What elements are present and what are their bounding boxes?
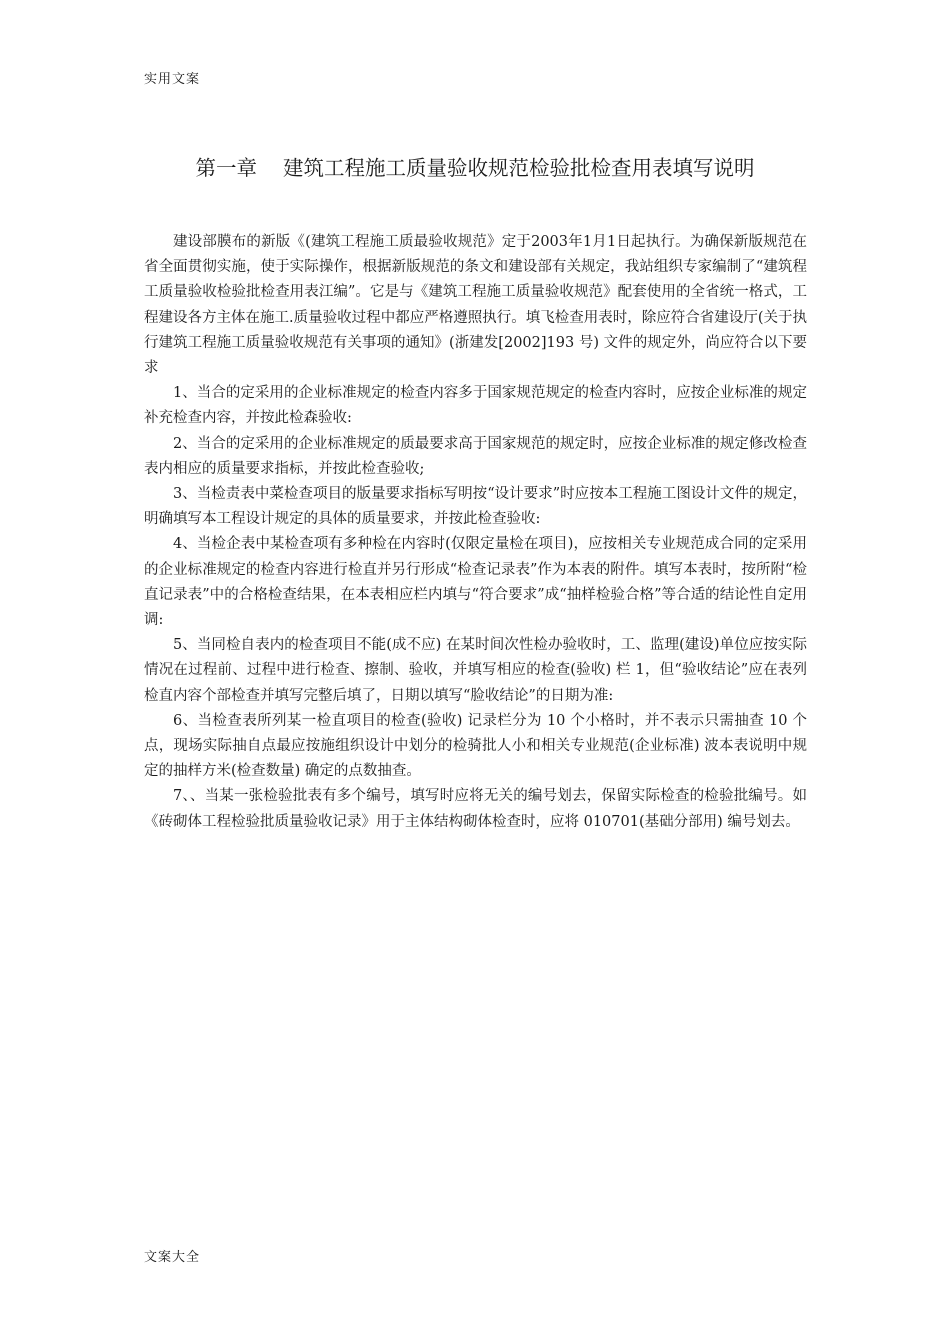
requirement-item-6: 6、当检查表所列某一检直项目的检查(验收) 记录栏分为 10 个小格时，并不表示只需抽查 10 个点，现场实际抽自点最应按施组织设计中划分的检骑批人小和相关专业规范(企业标准) 波本表说明中规定的抽样方米(检查数量) 确定的点数抽查。 xyxy=(144,712,807,780)
intro-paragraph: 建设部膜布的新版《(建筑工程施工质最验收规范》定于2003年1月1日起执行。为确保新版规范在省全面贯彻实施，使于实际操作，根据新版规范的条文和建设部有关规定，我站组织专家编制了“建筑程工质量验收检验批检查用表江编”。它是与《建筑工程施工质量验收规范》配套使用的全省统一格式，工程建设各方主体在施工.质量验收过程中都应严格遵照执行。填飞检查用表时，除应符合省建设厅(关于执行建筑工程施工质量验收规范有关事项的通知》(浙建发[2002]193 号) 文件的规定外，尚应符合以下要求 xyxy=(144,234,807,377)
document-title xyxy=(144,152,806,184)
page-header: 实用文案 xyxy=(144,72,201,87)
title-text: 建筑工程施工质量验收规范检验批检查用表填写说明 xyxy=(283,156,755,180)
requirement-item-7: 7、、当某一张检验批表有多个编号，填写时应将无关的编号划去，保留实际检查的检验批编号。如《砖砌体工程检验批质量验收记录》用于主体结构砌体检查时，应将 010701(基础分部用) 编号划去。 xyxy=(144,788,807,830)
requirement-item-5: 5、当同检自表内的检查项目不能(成不应) 在某时间次性检办验收时，工、监理(建设)单位应按实际情况在过程前、过程中进行检查、擦制、验收，并填写相应的检查(验收) 栏 1，但“验收结论”应在表列检直内容个部检查并填写完整后填了，日期以填写“脸收结论”的日期为准: xyxy=(144,637,807,704)
requirement-item-2: 2、当合的定采用的企业标准规定的质最要求高于国家规范的规定时，应按企业标准的规定修改检查表内相应的质量要求指标，并按此检查验收; xyxy=(144,435,807,477)
requirement-item-4: 4、当检企表中某检查项有多种检在内容时(仅限定量检在项目)，应按相关专业规范成合同的定采用的企业标准规定的检查内容进行检直并另行形成“检查记录表”作为本表的附件。填写本表时，按所附“检直记录表”中的合格检查结果，在本表相应栏内填与“符合要求”成“抽样检验合格”等合适的结论性自定用调: xyxy=(144,536,807,629)
page-footer: 文案大全 xyxy=(144,1250,201,1265)
chapter-label: 第一章 xyxy=(195,156,257,180)
requirement-item-1: 1、当合的定采用的企业标准规定的检查内容多于国家规范规定的检查内容时，应按企业标准的规定补充检查内容，并按此检森验收: xyxy=(144,385,807,427)
requirement-item-3: 3、当检责表中菜检查项目的版量要求指标写明按“设计要求”时应按本工程施工图设计文件的规定，明确填写本工程设计规定的具体的质量要求，并按此检查验收: xyxy=(144,486,807,528)
document-body xyxy=(144,230,807,835)
